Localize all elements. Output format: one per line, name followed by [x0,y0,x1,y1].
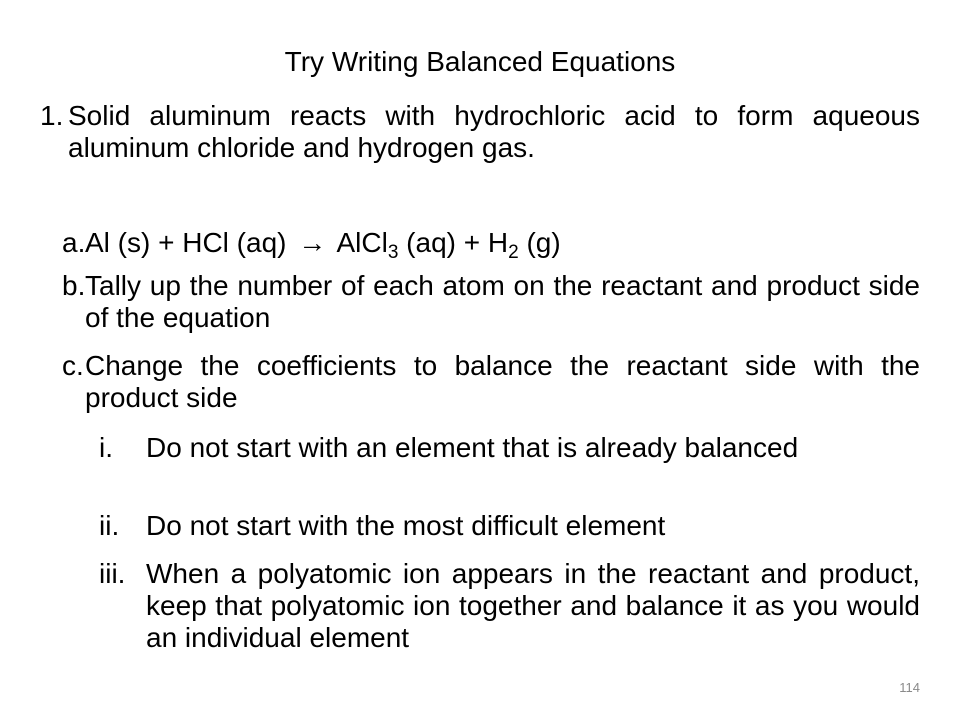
list-item-text: Solid aluminum reacts with hydrochloric acid to form aqueous aluminum chloride and hydrogen gas. [68,100,920,163]
equation-product-1: AlCl [336,227,388,258]
sublist-item-text: Change the coefficients to balance the reactant side with the product side [85,350,920,413]
subsublist-item-numeral: iii. [99,558,126,589]
sublist-item-letter: a. [62,227,86,258]
slide-title: Try Writing Balanced Equations [284,46,676,77]
subscript-3: 3 [387,242,399,263]
sublist-item-letter: c. [62,350,84,381]
equation-product-state: (aq) + H [398,227,509,258]
subsublist-item-text: When a polyatomic ion appears in the reactant and product, keep that polyatomic ion together and balance it as you would an individual element [146,558,920,653]
equation-reactants: Al (s) + HCl (aq) [85,227,287,258]
chemical-equation [85,227,920,263]
reaction-arrow-icon: → [298,227,327,258]
subsublist-item-text: Do not start with the most difficult element [146,510,666,541]
subsublist-item-numeral: ii. [99,510,120,541]
list-item-number: 1. [40,100,64,131]
page-number: 114 [899,680,920,695]
subsublist-item-ii [99,510,920,542]
subsublist-item-iii [99,558,920,654]
sublist-item-a [62,227,920,263]
list-item-1 [40,100,920,164]
subsublist-item-numeral: i. [99,432,113,463]
subsublist-item-i [99,432,920,464]
sublist-item-c [62,350,920,414]
sublist-item-text: Tally up the number of each atom on the reactant and product side of the equation [85,270,920,333]
subsublist-item-text: Do not start with an element that is already balanced [146,432,799,463]
sublist-item-b [62,270,920,334]
subscript-2: 2 [508,242,519,263]
equation-product-2-state: (g) [518,227,561,258]
sublist-item-letter: b. [62,270,86,301]
